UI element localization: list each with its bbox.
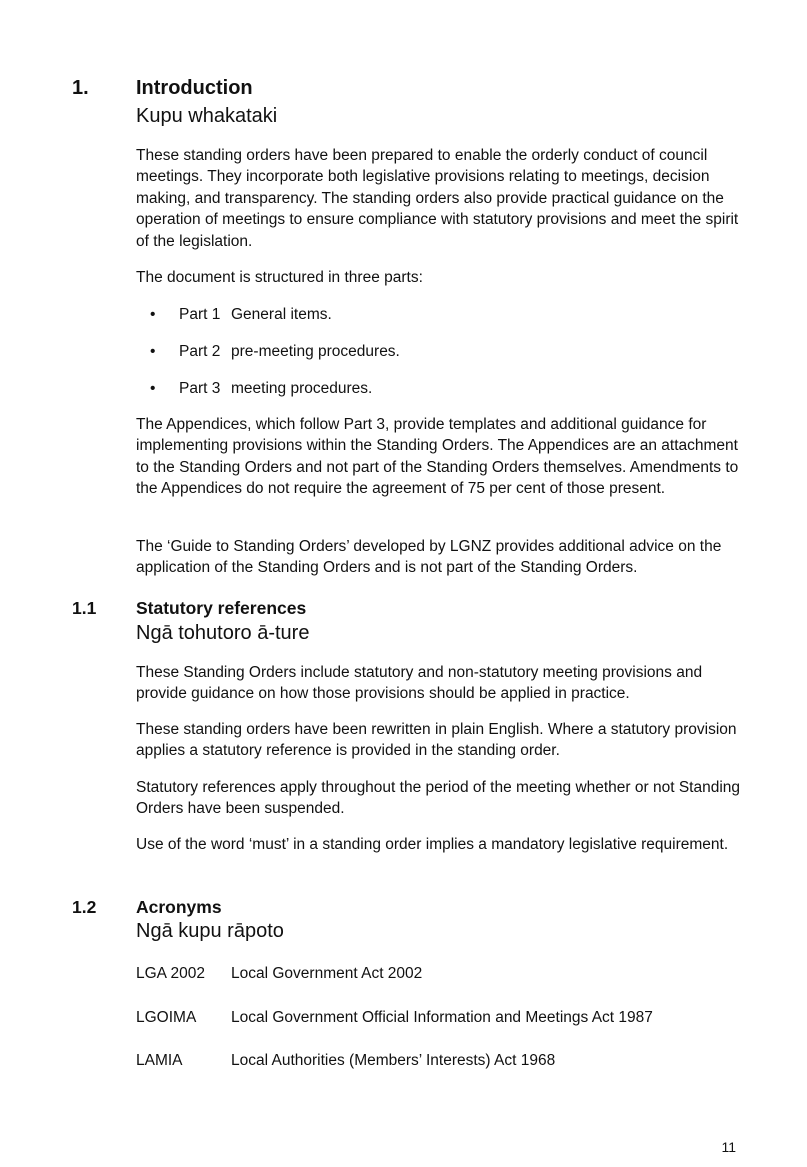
list-item-text: pre-meeting procedures. xyxy=(231,343,400,360)
paragraph: The Appendices, which follow Part 3, provide templates and additional guidance for implementing provisions within the Standing Orders. The Appendices are an attachment to the Standing Orders and not part of the Standing Orders themselves. Amendments to the Appendices do not require the agreement of 75 per cent of those present. xyxy=(136,416,739,498)
bullet-icon: • xyxy=(150,380,156,397)
list-item-text: meeting procedures. xyxy=(231,380,373,397)
acronym-term: LGA 2002 xyxy=(136,965,205,982)
acronym-term: LAMIA xyxy=(136,1052,183,1069)
paragraph: Statutory references apply throughout the period of the meeting whether or not Standing Orders have been suspended. xyxy=(136,779,741,818)
list-item-part: Part 1 xyxy=(179,306,221,323)
section-number: 1. xyxy=(72,77,89,99)
acronym-description: Local Government Official Information and Meetings Act 1987 xyxy=(231,1009,653,1026)
section-number: 1.2 xyxy=(72,897,97,917)
section-number: 1.1 xyxy=(72,598,97,618)
page-number: 11 xyxy=(721,1139,736,1155)
section-subtitle: Kupu whakataki xyxy=(136,105,278,127)
section-title: Introduction xyxy=(136,77,253,99)
list-item-part: Part 3 xyxy=(179,380,221,397)
bullet-icon: • xyxy=(150,343,156,360)
acronym-description: Local Authorities (Members’ Interests) Act 1968 xyxy=(231,1052,556,1069)
bullet-icon: • xyxy=(150,306,156,323)
paragraph: The ‘Guide to Standing Orders’ developed by LGNZ provides additional advice on the application of the Standing Orders and is not part of the Standing Orders. xyxy=(136,538,722,577)
section-subtitle: Ngā kupu rāpoto xyxy=(136,920,284,942)
paragraph: These Standing Orders include statutory and non-statutory meeting provisions and provide guidance on how those provisions should be applied in practice. xyxy=(136,664,703,703)
paragraph: These standing orders have been rewritten in plain English. Where a statutory provision applies a statutory reference is provided in the standing order. xyxy=(136,721,737,760)
section-title: Acronyms xyxy=(136,897,222,917)
list-item-part: Part 2 xyxy=(179,343,221,360)
acronym-term: LGOIMA xyxy=(136,1009,197,1026)
acronym-description: Local Government Act 2002 xyxy=(231,965,423,982)
list-item-text: General items. xyxy=(231,306,332,323)
paragraph: The document is structured in three parts: xyxy=(136,269,423,286)
section-title: Statutory references xyxy=(136,598,307,618)
paragraph: Use of the word ‘must’ in a standing order implies a mandatory legislative requirement. xyxy=(136,836,729,853)
paragraph: These standing orders have been prepared to enable the orderly conduct of council meetings. They incorporate both legislative provisions relating to meetings, decision making, and transparency. The standing orders also provide practical guidance on the operation of meetings to ensure compliance with statutory provisions and meet the spirit of the legislation. xyxy=(136,147,739,250)
section-subtitle: Ngā tohutoro ā-ture xyxy=(136,622,310,644)
